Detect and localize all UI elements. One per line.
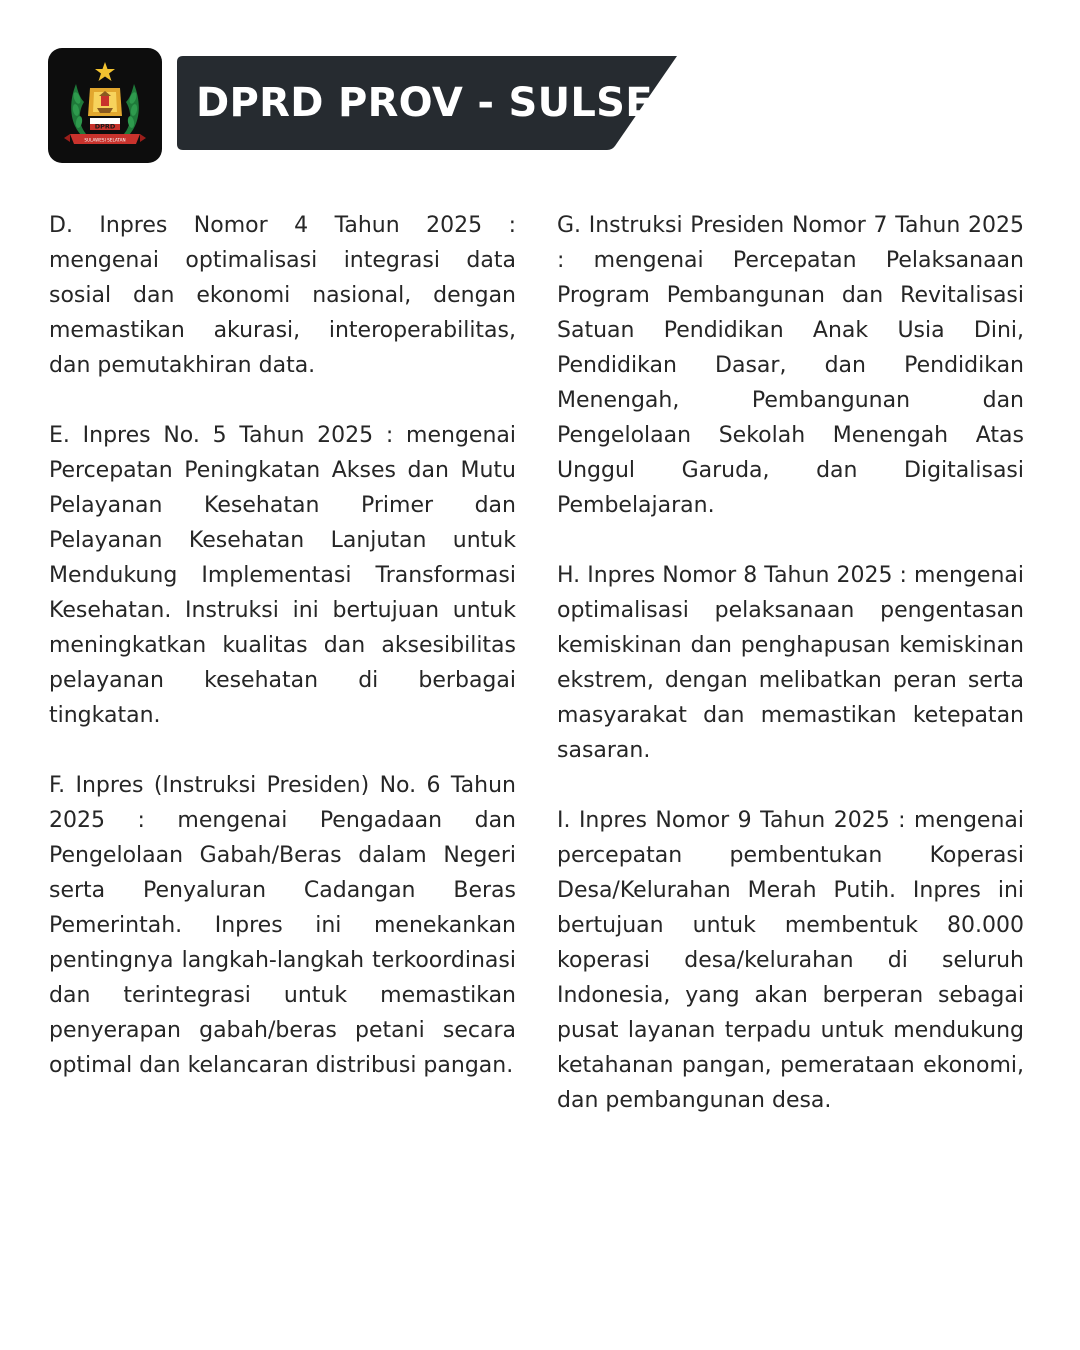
dprd-emblem-icon [60,58,150,153]
dprd-logo [48,48,162,163]
right-column [557,208,1024,1118]
paragraph-f: F. Inpres (Instruksi Presiden) No. 6 Tahun 2025 : mengenai Pengadaan dan Pengelolaan Gabah/Beras dalam Negeri serta Penyaluran Cadangan Beras Pemerintah. Inpres ini menekankan pentingnya langkah-langkah terkoordinasi dan terintegrasi untuk memastikan penyerapan gabah/beras petani secara optimal dan kelancaran distribusi pangan. [49,773,516,1078]
paragraph-d: D. Inpres Nomor 4 Tahun 2025 : mengenai optimalisasi integrasi data sosial dan ekonomi nasional, dengan memastikan akurasi, interoperabilitas, dan pemutakhiran data. [49,213,516,378]
left-column [49,208,516,1083]
paragraph-i: I. Inpres Nomor 9 Tahun 2025 : mengenai percepatan pembentukan Koperasi Desa/Kelurahan Merah Putih. Inpres ini bertujuan untuk membentuk 80.000 koperasi desa/kelurahan di seluruh Indonesia, yang akan berperan sebagai pusat layanan terpadu untuk mendukung ketahanan pangan, pemerataan ekonomi, dan pembangunan desa. [557,808,1024,1113]
paragraph-g: G. Instruksi Presiden Nomor 7 Tahun 2025 : mengenai Percepatan Pelaksanaan Program Pembangunan dan Revitalisasi Satuan Pendidikan Anak Usia Dini, Pendidikan Dasar, dan Pendidikan Menengah, Pembangunan dan Pengelolaan Sekolah Menengah Atas Unggul Garuda, dan Digitalisasi Pembelajaran. [557,213,1024,518]
paragraph-e: E. Inpres No. 5 Tahun 2025 : mengenai Percepatan Peningkatan Akses dan Mutu Pelayanan Kesehatan Primer dan Pelayanan Kesehatan Lanjutan untuk Mendukung Implementasi Transformasi Kesehatan. Instruksi ini bertujuan untuk meningkatkan kualitas dan aksesibilitas pelayanan kesehatan di berbagai tingkatan. [49,423,516,728]
logo-dprd-text: DPRD [94,122,116,131]
header-banner [177,56,677,150]
logo-motto-text: SULAWESI SELATAN [84,137,126,143]
paragraph-h: H. Inpres Nomor 8 Tahun 2025 : mengenai optimalisasi pelaksanaan pengentasan kemiskinan dan penghapusan kemiskinan ekstrem, dengan melibatkan peran serta masyarakat dan memastikan ketepatan sasaran. [557,563,1024,763]
page-title: DPRD PROV - SULSEL [196,80,679,126]
